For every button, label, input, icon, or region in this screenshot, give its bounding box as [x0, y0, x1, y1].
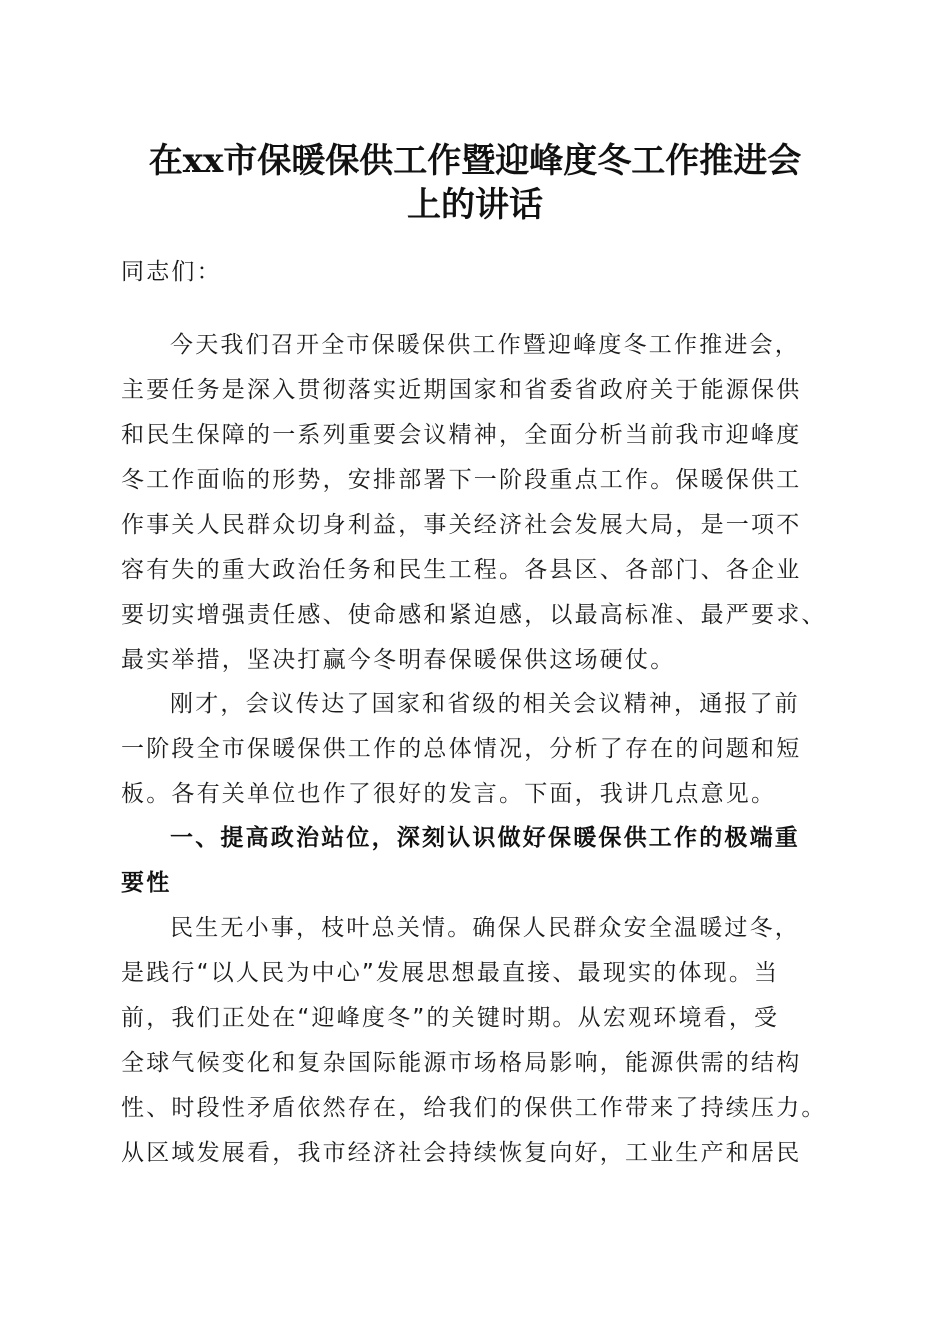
- paragraph3-line: 从区域发展看，我市经济社会持续恢复向好，工业生产和居民: [121, 1140, 802, 1166]
- section-heading-line: 要性: [121, 870, 172, 896]
- paragraph1-line: 主要任务是深入贯彻落实近期国家和省委省政府关于能源保供: [121, 377, 802, 403]
- paragraph3-line: 民生无小事，枝叶总关情。确保人民群众安全温暖过冬，: [170, 915, 800, 941]
- paragraph1-line: 冬工作面临的形势，安排部署下一阶段重点工作。保暖保供工: [121, 467, 802, 493]
- paragraph3-line: 性、时段性矛盾依然存在，给我们的保供工作带来了持续压力。: [121, 1095, 827, 1121]
- paragraph1-line: 作事关人民群众切身利益，事关经济社会发展大局，是一项不: [121, 512, 802, 538]
- paragraph1-line: 容有失的重大政治任务和民生工程。各县区、各部门、各企业: [121, 557, 802, 583]
- paragraph1-line: 和民生保障的一系列重要会议精神，全面分析当前我市迎峰度: [121, 422, 802, 448]
- paragraph3-line: 是践行“以人民为中心”发展思想最直接、最现实的体现。当: [121, 960, 780, 986]
- paragraph2-line: 刚才，会议传达了国家和省级的相关会议精神，通报了前: [170, 691, 800, 717]
- document-title-line1: 在xx市保暖保供工作暨迎峰度冬工作推进会: [148, 141, 802, 181]
- salutation: 同志们：: [121, 259, 222, 285]
- paragraph2-line: 一阶段全市保暖保供工作的总体情况，分析了存在的问题和短: [121, 736, 802, 762]
- section-heading-line: 一、提高政治站位，深刻认识做好保暖保供工作的极端重: [170, 825, 800, 851]
- document-title-line2: 上的讲话: [407, 185, 543, 225]
- paragraph3-line: 前，我们正处在“迎峰度冬”的关键时期。从宏观环境看，受: [121, 1005, 780, 1031]
- paragraph1-line: 要切实增强责任感、使命感和紧迫感，以最高标准、最严要求、: [121, 602, 827, 628]
- paragraph1-line: 最实举措，坚决打赢今冬明春保暖保供这场硬仗。: [121, 647, 676, 673]
- paragraph3-line: 全球气候变化和复杂国际能源市场格局影响，能源供需的结构: [121, 1050, 802, 1076]
- paragraph1-line: 今天我们召开全市保暖保供工作暨迎峰度冬工作推进会，: [170, 332, 800, 358]
- paragraph2-line: 板。各有关单位也作了很好的发言。下面，我讲几点意见。: [121, 781, 777, 807]
